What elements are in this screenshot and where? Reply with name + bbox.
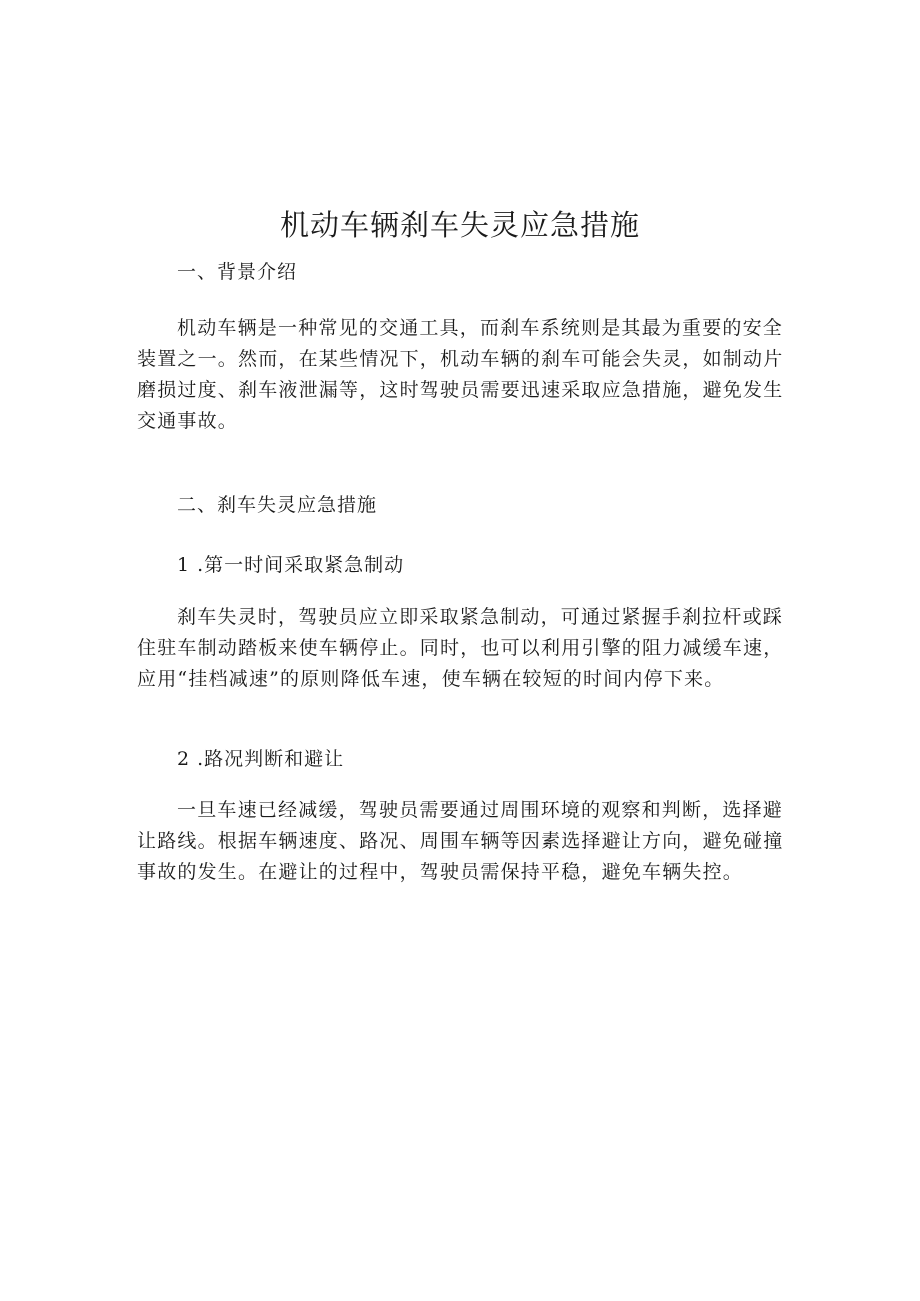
paragraph-line: 应用“挂档减速”的原则降低车速，使车辆在较短的时间内停下来。 [137,668,725,690]
document-title: 机动车辆刹车失灵应急措施 [279,208,640,242]
paragraph-line: 事故的发生。在避让的过程中，驾驶员需保持平稳，避免车辆失控。 [137,861,744,883]
paragraph-line: 让路线。根据车辆速度、路况、周围车辆等因素选择避让方向，避免碰撞 [137,830,784,852]
subsection-heading-emergency-braking: 1 .第一时间采取紧急制动 [177,554,405,576]
paragraph-line: 住驻车制动踏板来使车辆停止。同时，也可以利用引擎的阻力减缓车速， [137,637,784,659]
paragraph-background [137,313,785,437]
paragraph-line: 一旦车速已经减缓，驾驶员需要通过周围环境的观察和判断，选择避 [177,799,784,821]
paragraph-line: 交通事故。 [137,410,239,432]
paragraph-line: 机动车辆是一种常见的交通工具，而刹车系统则是其最为重要的安全 [177,317,784,339]
paragraph-road-judgment [137,795,785,888]
paragraph-line: 磨损过度、刹车液泄漏等，这时驾驶员需要迅速采取应急措施，避免发生 [137,379,784,401]
section-heading-background: 一、背景介绍 [177,261,298,283]
paragraph-line: 刹车失灵时，驾驶员应立即采取紧急制动，可通过紧握手刹拉杆或踩 [177,606,784,628]
subsection-heading-road-judgment: 2 .路况判断和避让 [177,748,345,770]
paragraph-line: 装置之一。然而，在某些情况下，机动车辆的刹车可能会失灵，如制动片 [137,348,784,370]
paragraph-emergency-braking [137,602,785,695]
section-heading-emergency-measures: 二、刹车失灵应急措施 [177,494,378,516]
